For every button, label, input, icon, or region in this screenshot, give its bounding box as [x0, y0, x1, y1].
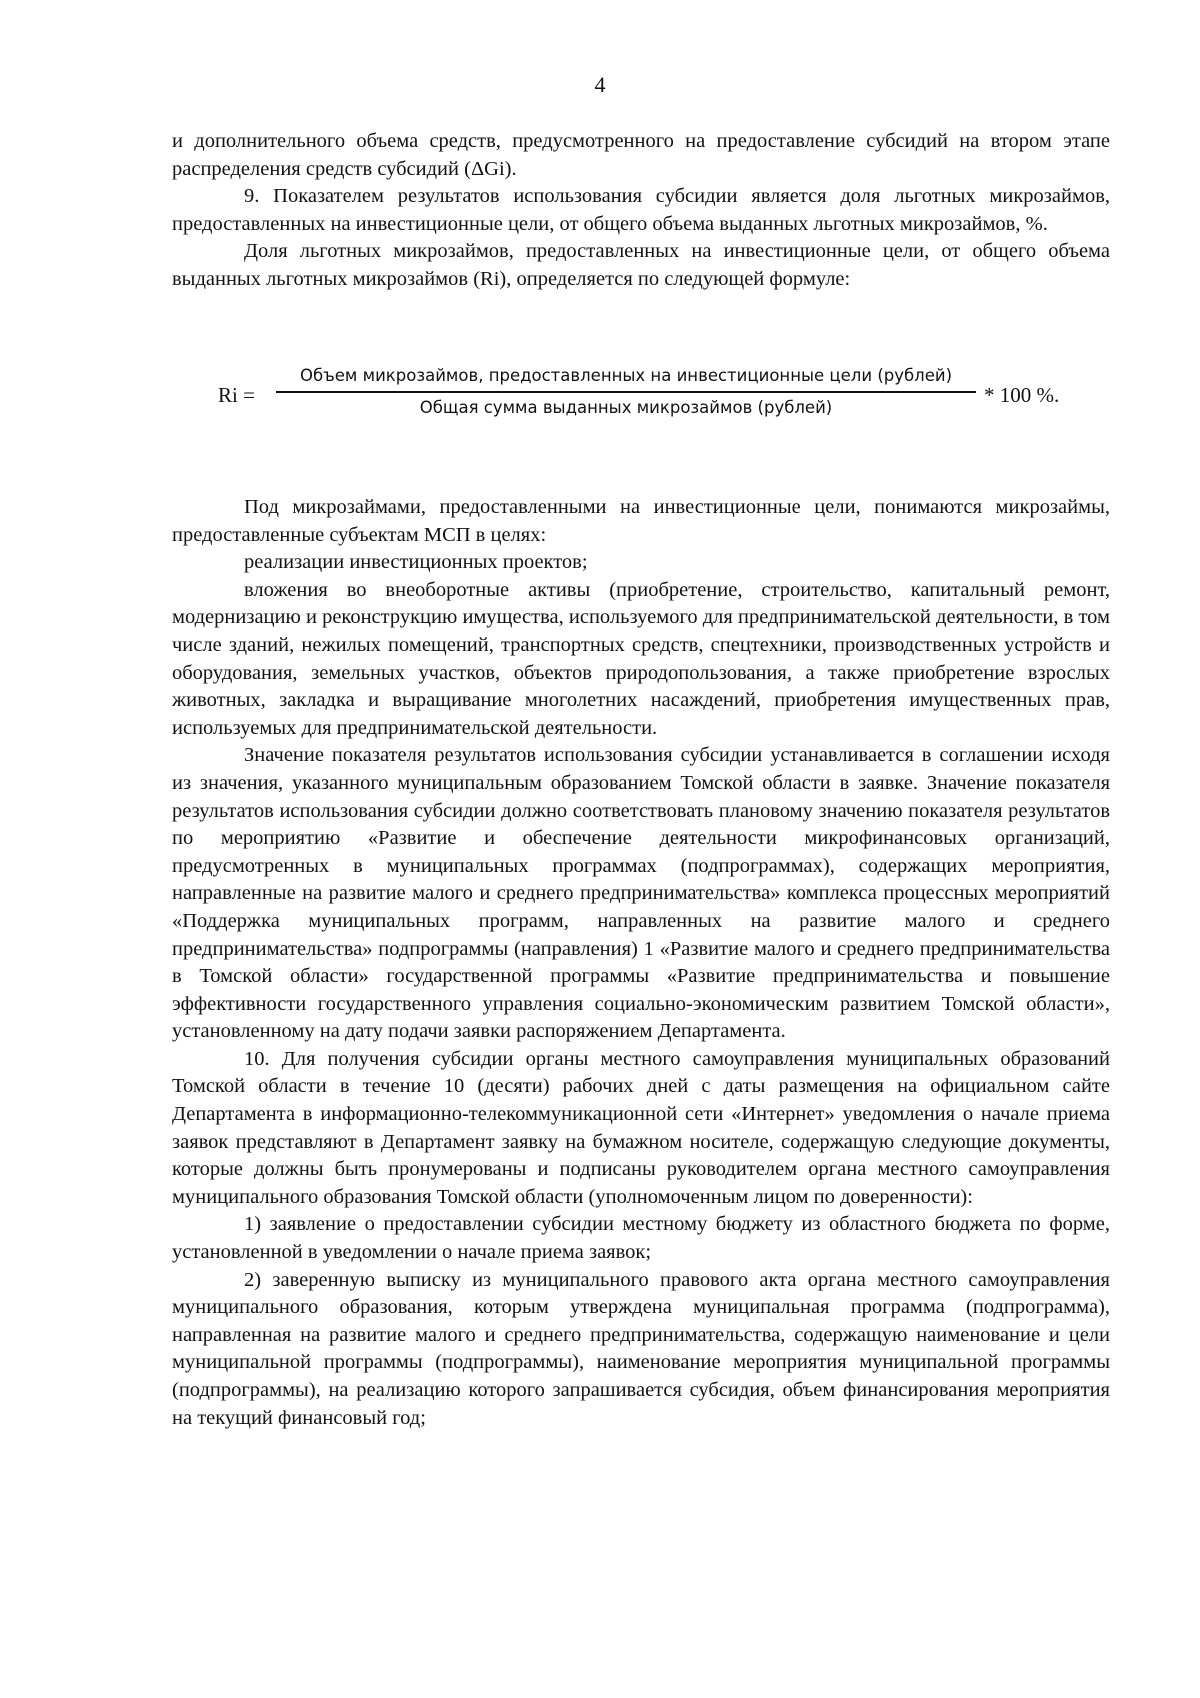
- paragraph: реализации инвестиционных проектов;: [244, 551, 588, 574]
- paragraph: 9. Показателем результатов использования субсидии является доля льготных микрозаймов, предоставленных на инвестиционные цели, от общего объема выданных льготных микрозаймов, %.: [172, 185, 1110, 235]
- paragraph: 10. Для получения субсидии органы местного самоуправления муниципальных образований Томской области в течение 10 (десяти) рабочих дней с даты размещения на официальном сайте Департамента в информационно-телекоммуникационной сети «Интернет» уведомления о начале приема заявок представляют в Департамент заявку на бумажном носителе, содержащую следующие документы, которые должны быть пронумерованы и подписаны руководителем органа местного самоуправления муниципального образования Томской области (уполномоченным лицом по доверенности):: [172, 1047, 1110, 1208]
- formula-lhs: Ri =: [218, 383, 255, 407]
- paragraph: 1) заявление о предоставлении субсидии местному бюджету из областного бюджета по форме, установленной в уведомлении о начале приема заявок;: [172, 1213, 1110, 1264]
- formula-fraction: [276, 364, 976, 420]
- top-text-block: [172, 128, 1110, 294]
- paragraph: Значение показателя результатов использования субсидии устанавливается в соглашении исходя из значения, указанного муниципальным образованием Томской области в заявке. Значение показателя результатов использования субсидии должно соответствовать плановому значению показателя результатов по мероприятию «Развитие и обеспечение деятельности микрофинансовых организаций, предусмотренных в муниципальных программах (подпрограммах), содержащих мероприятия, направленные на развитие малого и среднего предпринимательства» комплекса процессных мероприятий «Поддержка муниципальных программ, направленных на развитие малого и среднего предпринимательства» подпрограммы (направления) 1 «Развитие малого и среднего предпринимательства в Томской области» государственной программы «Развитие предпринимательства и повышение эффективности государственного управления социально-экономическим развитием Томской области», установленному на дату подачи заявки распоряжением Департамента.: [172, 744, 1110, 1043]
- ri-formula: [218, 364, 1118, 434]
- paragraph: вложения во внеоборотные активы (приобретение, строительство, капитальный ремонт, модернизацию и реконструкцию имущества, используемого для предпринимательской деятельности, в том числе зданий, нежилых помещений, транспортных средств, спецтехники, производственных устройств и оборудования, земельных участков, объектов природопользования, а также приобретение взрослых животных, закладка и выращивание многолетних насаждений, приобретения имущественных прав, используемых для предпринимательской деятельности.: [172, 578, 1110, 739]
- formula-denominator: Общая сумма выданных микрозаймов (рублей): [419, 398, 833, 417]
- paragraph: Доля льготных микрозаймов, предоставленных на инвестиционные цели, от общего объема выданных льготных микрозаймов (Ri), определяется по следующей формуле:: [172, 240, 1110, 290]
- paragraph: и дополнительного объема средств, предусмотренного на предоставление субсидий на втором этапе распределения средств субсидий (ΔGi).: [172, 130, 1110, 180]
- bottom-text-block: [172, 494, 1110, 1432]
- formula-numerator: Объем микрозаймов, предоставленных на инвестиционные цели (рублей): [299, 366, 953, 385]
- paragraph: 2) заверенную выписку из муниципального правового акта органа местного самоуправления муниципального образования, которым утверждена муниципальная программа (подпрограмма), направленная на развитие малого и среднего предпринимательства, содержащую наименование и цели муниципальной программы (подпрограммы), наименование мероприятия муниципальной программы (подпрограммы), на реализацию которого запрашивается субсидия, объем финансирования мероприятия на текущий финансовый год;: [172, 1268, 1110, 1429]
- formula-rhs: * 100 %.: [984, 383, 1060, 407]
- paragraph: Под микрозаймами, предоставленными на инвестиционные цели, понимаются микрозаймы, предоставленные субъектам МСП в целях:: [172, 496, 1110, 546]
- page-number: 4: [594, 72, 606, 97]
